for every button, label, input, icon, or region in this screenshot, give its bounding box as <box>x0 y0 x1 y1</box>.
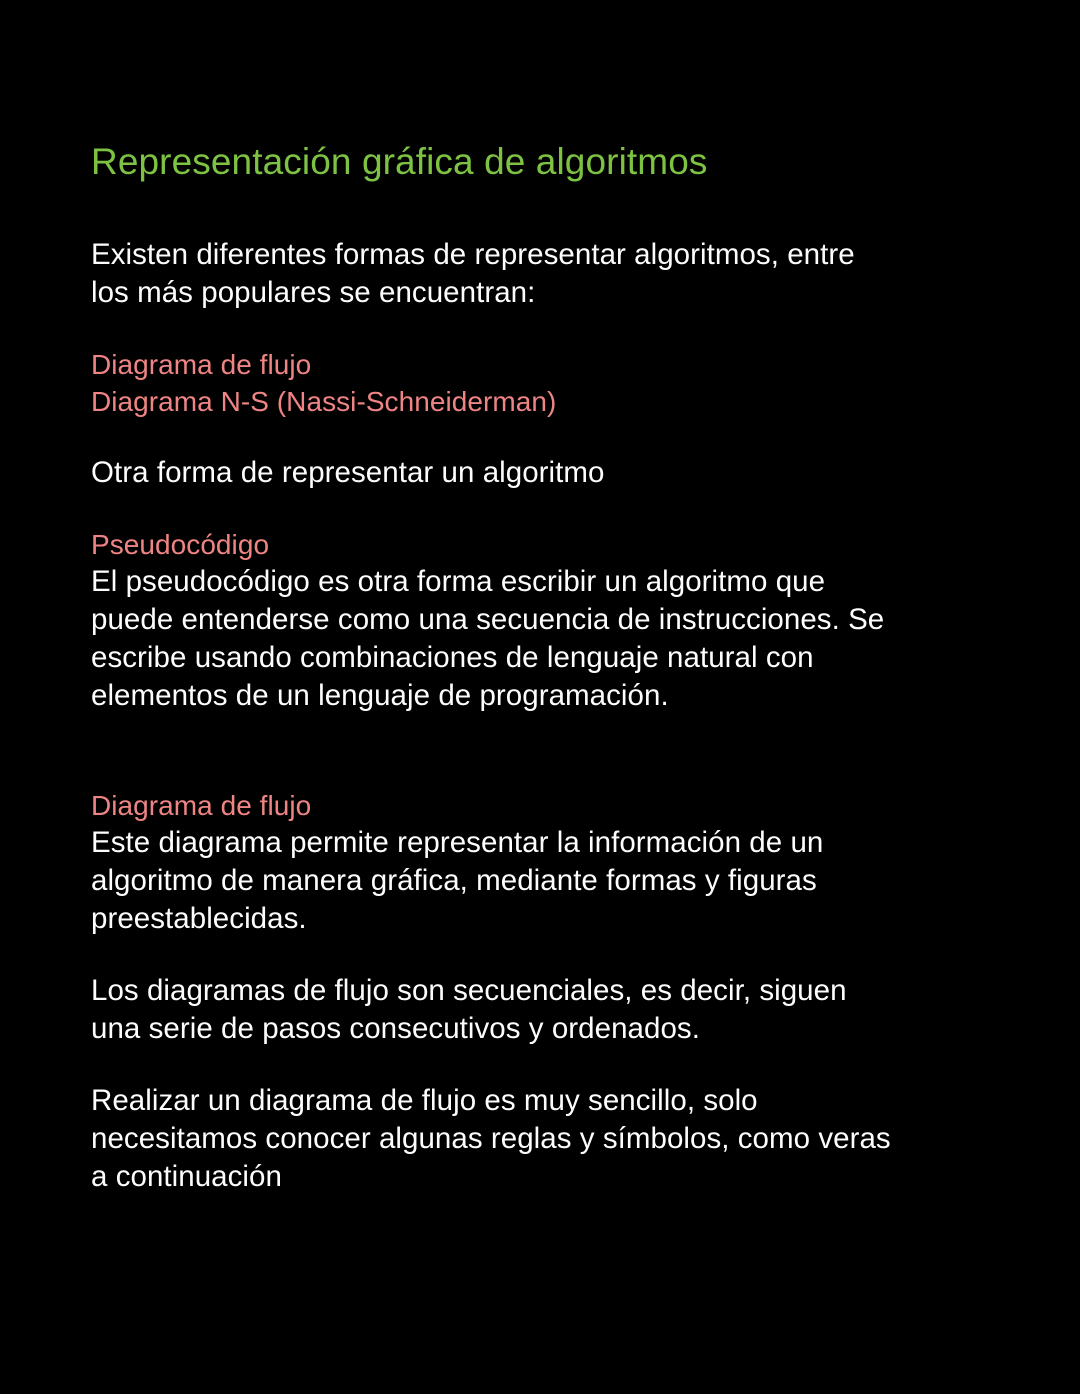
pseudocode-line-1: El pseudocódigo es otra forma escribir un algoritmo que <box>91 565 826 598</box>
pseudocode-line-2: puede entenderse como una secuencia de instrucciones. Se <box>91 603 885 636</box>
flowchart-paragraph-1 <box>91 824 971 938</box>
flowchart-paragraph-3 <box>91 1082 971 1196</box>
flowchart-p2-line-1: Los diagramas de flujo son secuenciales, es decir, siguen <box>91 974 847 1007</box>
flowchart-paragraph-2-block <box>91 972 980 1048</box>
flowchart-p1-line-3: preestablecidas. <box>91 902 307 935</box>
pseudocode-line-3: escribe usando combinaciones de lenguaje natural con <box>91 641 814 674</box>
flowchart-paragraph-3-block <box>91 1082 980 1196</box>
flowchart-p3-line-2: necesitamos conocer algunas reglas y símbolos, como veras <box>91 1122 891 1155</box>
flowchart-p1-line-1: Este diagrama permite representar la información de un <box>91 826 824 859</box>
flowchart-paragraph-2 <box>91 972 971 1048</box>
other-form-paragraph <box>91 454 980 492</box>
intro-paragraph <box>91 236 980 312</box>
pseudocode-heading: Pseudocódigo <box>91 529 270 560</box>
pseudocode-text <box>91 563 971 715</box>
methods-list <box>91 346 980 420</box>
pseudocode-section <box>91 526 980 715</box>
intro-line-2: los más populares se encuentran: <box>91 276 536 309</box>
flowchart-p3-line-3: a continuación <box>91 1160 282 1193</box>
spacer-after-pseudocode <box>91 715 980 787</box>
intro-line-1: Existen diferentes formas de representar algoritmos, entre <box>91 238 855 271</box>
flowchart-section <box>91 787 980 938</box>
intro-text <box>91 236 971 312</box>
spacer-after-flowchart-p1 <box>91 938 980 972</box>
other-form-text: Otra forma de representar un algoritmo <box>91 456 605 489</box>
page-title: Representación gráfica de algoritmos <box>91 141 708 182</box>
method-item-diagrama-ns: Diagrama N-S (Nassi-Schneiderman) <box>91 386 557 417</box>
flowchart-p3-line-1: Realizar un diagrama de flujo es muy sencillo, solo <box>91 1084 758 1117</box>
spacer-after-flowchart-p2 <box>91 1048 980 1082</box>
spacer-after-intro <box>91 312 980 346</box>
pseudocode-line-4: elementos de un lenguaje de programación. <box>91 679 669 712</box>
spacer-after-other-form <box>91 492 980 526</box>
flowchart-p2-line-2: una serie de pasos consecutivos y ordenados. <box>91 1012 700 1045</box>
flowchart-heading: Diagrama de flujo <box>91 790 312 821</box>
spacer-after-methods <box>91 420 980 454</box>
method-item-diagrama-de-flujo: Diagrama de flujo <box>91 349 312 380</box>
flowchart-p1-line-2: algoritmo de manera gráfica, mediante formas y figuras <box>91 864 817 897</box>
